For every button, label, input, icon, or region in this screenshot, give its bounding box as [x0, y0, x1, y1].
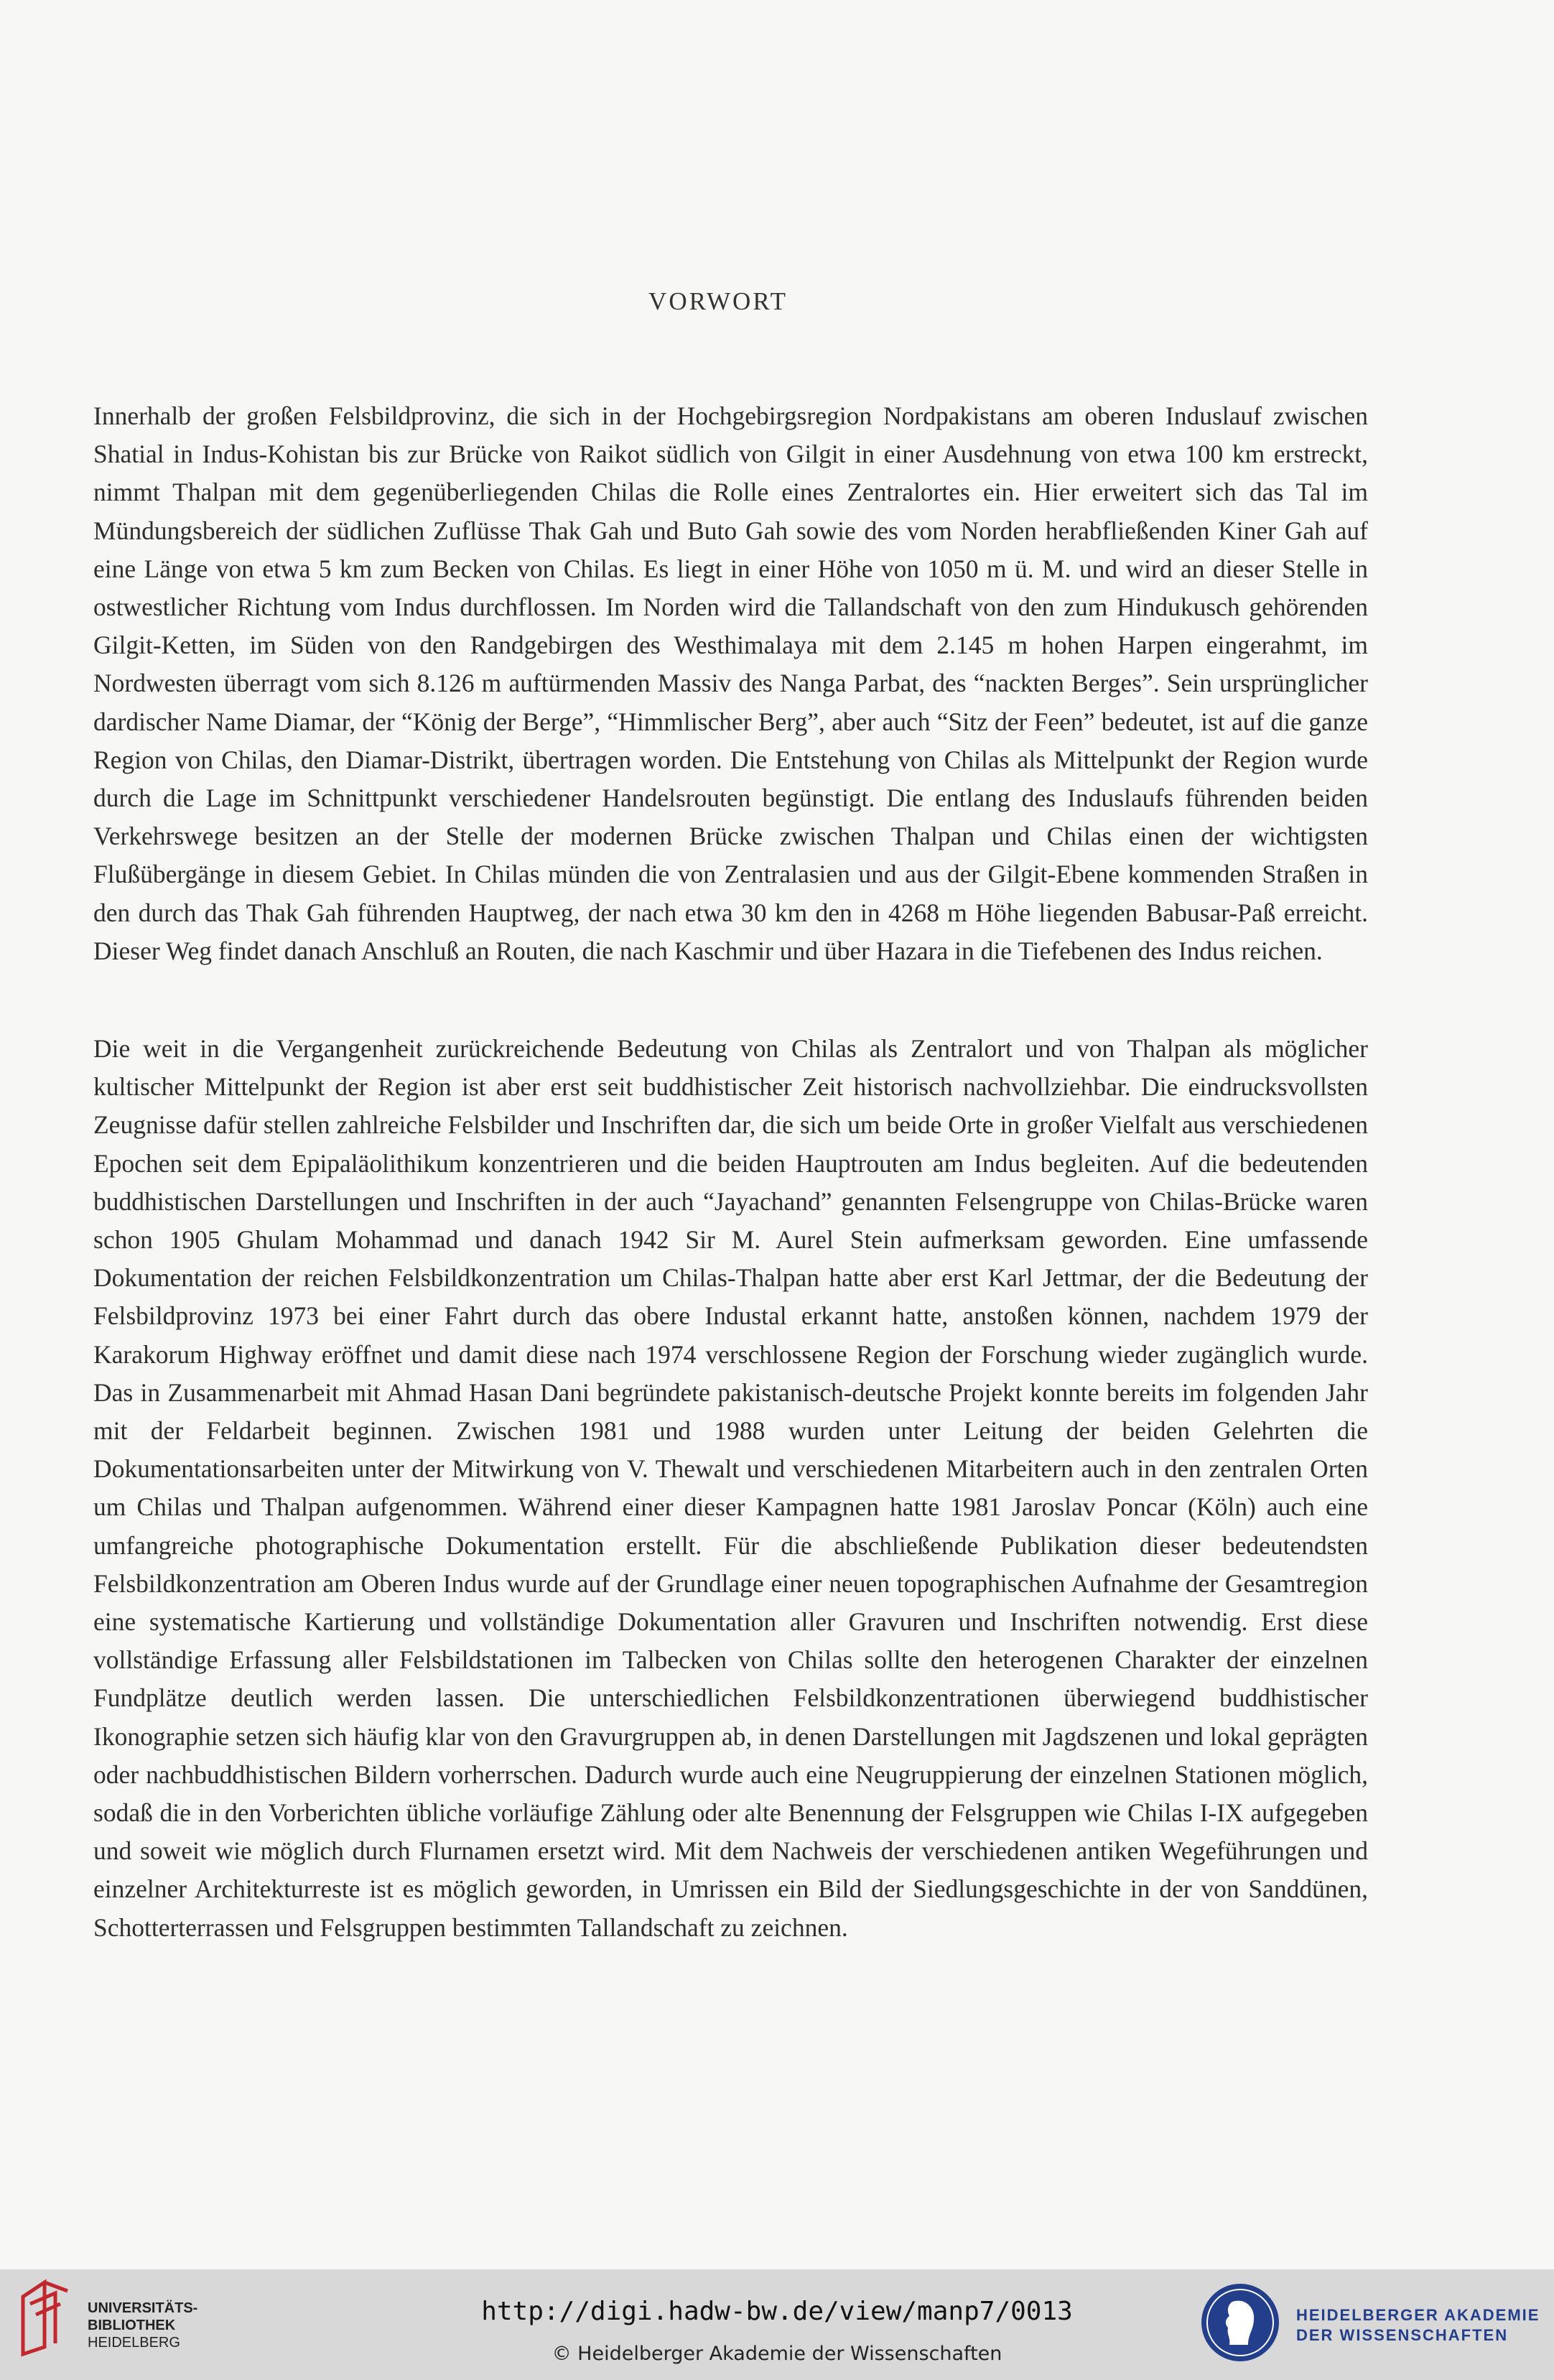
ub-line-1: UNIVERSITÄTS-	[88, 2300, 198, 2316]
source-url-link[interactable]: http://digi.hadw-bw.de/view/manp7/0013	[481, 2297, 1073, 2326]
ub-line-2: BIBLIOTHEK	[88, 2318, 176, 2333]
paragraph-2: Die weit in die Vergangenheit zurückreichende Bedeutung von Chilas als Zentralort und von Thalpan als möglicher kultischer Mittelpunkt der Region ist aber erst seit buddhistischer Zeit historisch nachvollziehbar. Die eindrucksvollsten Zeugnisse dafür stellen zahlreiche Felsbilder und Inschriften dar, die sich um beide Orte in großer Vielfalt aus verschiedenen Epochen seit dem Epipaläolithikum konzentrieren und die beiden Hauptrouten am Indus begleiten. Auf die bedeutenden buddhistischen Darstellungen und Inschriften in der auch “Jayachand” genannten Felsengruppe von Chilas-Brücke waren schon 1905 Ghulam Mohammad und danach 1942 Sir M. Aurel Stein aufmerksam geworden. Eine umfassende Dokumentation der reichen Felsbildkonzentration um Chilas-Thalpan hatte aber erst Karl Jettmar, der die Bedeutung der Felsbildprovinz 1973 bei einer Fahrt durch das obere Industal erkannt hatte, anstoßen können, nachdem 1979 der Karakorum Highway eröffnet und damit diese nach 1974 verschlossene Region der Forschung wieder zugänglich wurde. Das in Zusammenarbeit mit Ahmad Hasan Dani begründete pakistanisch-deutsche Projekt konnte bereits im folgenden Jahr mit der Feldarbeit beginnen. Zwischen 1981 und 1988 wurden unter Leitung der beiden Gelehrten die Dokumentationsarbeiten unter der Mitwirkung von V. Thewalt und verschiedenen Mitarbeitern auch in den zentralen Orten um Chilas und Thalpan aufgenommen. Während einer dieser Kampagnen hatte 1981 Jaroslav Poncar (Köln) auch eine umfangreiche photographische Dokumentation erstellt. Für die abschließende Publikation dieser bedeutendsten Felsbildkonzentration am Oberen Indus wurde auf der Grundlage einer neuen topographischen Aufnahme der Gesamtregion eine systematische Kartierung und vollständige Dokumentation aller Gravuren und Inschriften notwendig. Erst diese vollständige Erfassung aller Felsbildstationen im Talbecken von Chilas sollte den heterogenen Charakter der einzelnen Fundplätze deutlich werden lassen. Die unterschiedlichen Felsbildkonzentrationen überwiegend buddhistischer Ikonographie setzen sich häufig klar von den Gravurgruppen ab, in denen Darstellungen mit Jagdszenen und lokal geprägten oder nachbuddhistischen Bildern vorherrschen. Dadurch wurde auch eine Neugruppierung der einzelnen Stationen möglich, sodaß die in den Vorberichten übliche vorläufige Zählung oder alte Benennung der Felsgruppen wie Chilas I-IX aufgegeben und soweit wie möglich durch Flurnamen ersetzt wird. Mit dem Nachweis der verschiedenen antiken Wegeführungen und einzelner Architekturreste ist es möglich geworden, in Umrissen ein Bild der Siedlungsgeschichte in der von Sanddünen, Schotterterrassen und Felsgruppen bestimmten Tallandschaft zu zeichnen.	[93, 1034, 1368, 1942]
academy-seal-icon	[1198, 2280, 1283, 2365]
hadw-line-1: HEIDELBERGER AKADEMIE	[1296, 2306, 1540, 2324]
copyright-notice: © Heidelberger Akademie der Wissenschaften	[552, 2343, 1002, 2365]
ub-line-3: HEIDELBERG	[88, 2335, 180, 2351]
page-title: VORWORT	[648, 287, 788, 315]
hadw-line-2: DER WISSENSCHAFTEN	[1296, 2326, 1509, 2344]
academy-name	[1296, 2305, 1540, 2346]
paragraph-1: Innerhalb der großen Felsbildprovinz, die sich in der Hochgebirgsregion Nordpakistans am oberen Induslauf zwischen Shatial in Indus-Kohistan bis zur Brücke von Raikot südlich von Gilgit in einer Ausdehnung von etwa 100 km erstreckt, nimmt Thalpan mit dem gegenüberliegenden Chilas die Rolle eines Zentralortes ein. Hier erweitert sich das Tal im Mündungsbereich der südlichen Zuflüsse Thak Gah und Buto Gah sowie des vom Norden herabfließenden Kiner Gah auf eine Länge von etwa 5 km zum Becken von Chilas. Es liegt in einer Höhe von 1050 m ü. M. und wird an dieser Stelle in ostwestlicher Richtung vom Indus durchflossen. Im Norden wird die Tallandschaft von den zum Hindukusch gehörenden Gilgit-Ketten, im Süden von den Randgebirgen des Westhimalaya mit dem 2.145 m hohen Harpen eingerahmt, im Nordwesten überragt vom sich 8.126 m auftürmenden Massiv des Nanga Parbat, des “nackten Berges”. Sein ursprünglicher dardischer Name Diamar, der “König der Berge”, “Himmlischer Berg”, aber auch “Sitz der Feen” bedeutet, ist auf die ganze Region von Chilas, den Diamar-Distrikt, übertragen worden. Die Entstehung von Chilas als Mittelpunkt der Region wurde durch die Lage im Schnittpunkt verschiedener Handelsrouten begünstigt. Die entlang des Induslaufs führenden beiden Verkehrswege besitzen an der Stelle der modernen Brücke zwischen Thalpan und Chilas einen der wichtigsten Flußübergänge in diesem Gebiet. In Chilas münden die von Zentralasien und aus der Gilgit-Ebene kommenden Straßen in den durch das Thak Gah führenden Hauptweg, der nach etwa 30 km den in 4268 m Höhe liegenden Babusar-Paß erreicht. Dieser Weg findet danach Anschluß an Routen, die nach Kaschmir und über Hazara in die Tiefebenen des Indus reichen.	[93, 401, 1368, 965]
